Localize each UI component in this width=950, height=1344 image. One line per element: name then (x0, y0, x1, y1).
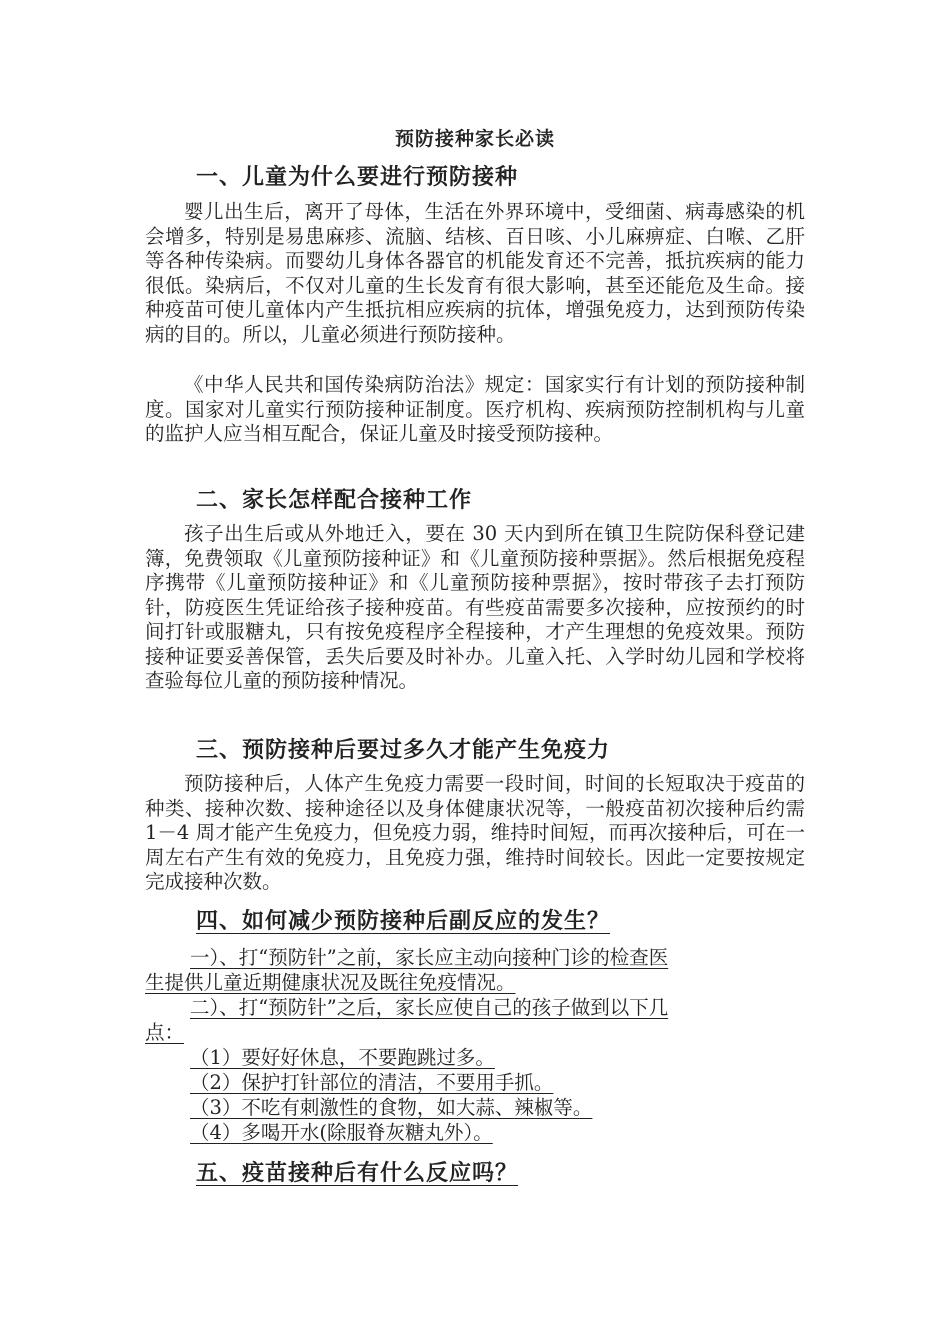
section-4-item-a-line-2: 生提供儿童近期健康状况及既往免疫情况。 (145, 971, 516, 994)
section-4-item-b-line-2: 点： (145, 1021, 185, 1044)
section-2-heading: 二、家长怎样配合接种工作 (196, 487, 473, 513)
care-list-item: （4）多喝开水(除服脊灰糖丸外）。 (190, 1121, 493, 1144)
document-title: 预防接种家长必读 (394, 128, 555, 150)
section-5-heading: 五、疫苗接种后有什么反应吗？ (196, 1160, 519, 1186)
section-4-item-b-line-1: 二）、打“预防针”之后，家长应使自己的孩子做到以下几 (190, 996, 669, 1019)
care-list-item: （3）不吃有刺激性的食物，如大蒜、辣椒等。 (190, 1096, 593, 1119)
section-3-paragraph-1: 预防接种后，人体产生免疫力需要一段时间，时间的长短取决于疫苗的种类、接种次数、接种途径以及身体健康状况等，一般疫苗初次接种后约需 1－4 周才能产生免疫力，但免疫力弱，维持时间短，而再次接种后，可在一周左右产生有效的免疫力，且免疫力强，维持时间较长。因此一定要按规定完成接种次数。 (145, 772, 805, 893)
section-2-paragraph-1: 孩子出生后或从外地迁入，要在 30 天内到所在镇卫生院防保科登记建簿，免费领取《儿童预防接种证》和《儿童预防接种票据》。然后根据免疫程序携带《儿童预防接种证》和《儿童预防接种票据》，按时带孩子去打预防针，防疫医生凭证给孩子接种疫苗。有些疫苗需要多次接种，应按预约的时间打针或服糖丸，只有按免疫程序全程接种，才产生理想的免疫效果。预防接种证要妥善保管，丢失后要及时补办。儿童入托、入学时幼儿园和学校将查验每位儿童的预防接种情况。 (145, 522, 805, 692)
section-1-heading: 一、儿童为什么要进行预防接种 (196, 164, 519, 190)
care-list-item: （1）要好好休息，不要跑跳过多。 (190, 1046, 495, 1069)
care-list-item: （2）保护打针部位的清洁，不要用手抓。 (190, 1071, 554, 1094)
section-4-heading: 四、如何减少预防接种后副反应的发生？ (196, 908, 611, 934)
section-1-paragraph-1: 婴儿出生后，离开了母体，生活在外界环境中，受细菌、病毒感染的机会增多，特别是易患麻疹、流脑、结核、百日咳、小儿麻痹症、白喉、乙肝等各种传染病。而婴幼儿身体各器官的机能发育还不完善，抵抗疾病的能力很低。染病后，不仅对儿童的生长发育有很大影响，甚至还能危及生命。接种疫苗可使儿童体内产生抵抗相应疾病的抗体，增强免疫力，达到预防传染病的目的。所以，儿童必须进行预防接种。 (145, 200, 805, 346)
section-3-heading: 三、预防接种后要过多久才能产生免疫力 (196, 737, 611, 763)
section-4-item-a-line-1: 一）、打“预防针”之前，家长应主动向接种门诊的检查医 (190, 946, 669, 969)
section-1-paragraph-2: 《中华人民共和国传染病防治法》规定：国家实行有计划的预防接种制度。国家对儿童实行预防接种证制度。医疗机构、疾病预防控制机构与儿童的监护人应当相互配合，保证儿童及时接受预防接种。 (145, 373, 805, 445)
